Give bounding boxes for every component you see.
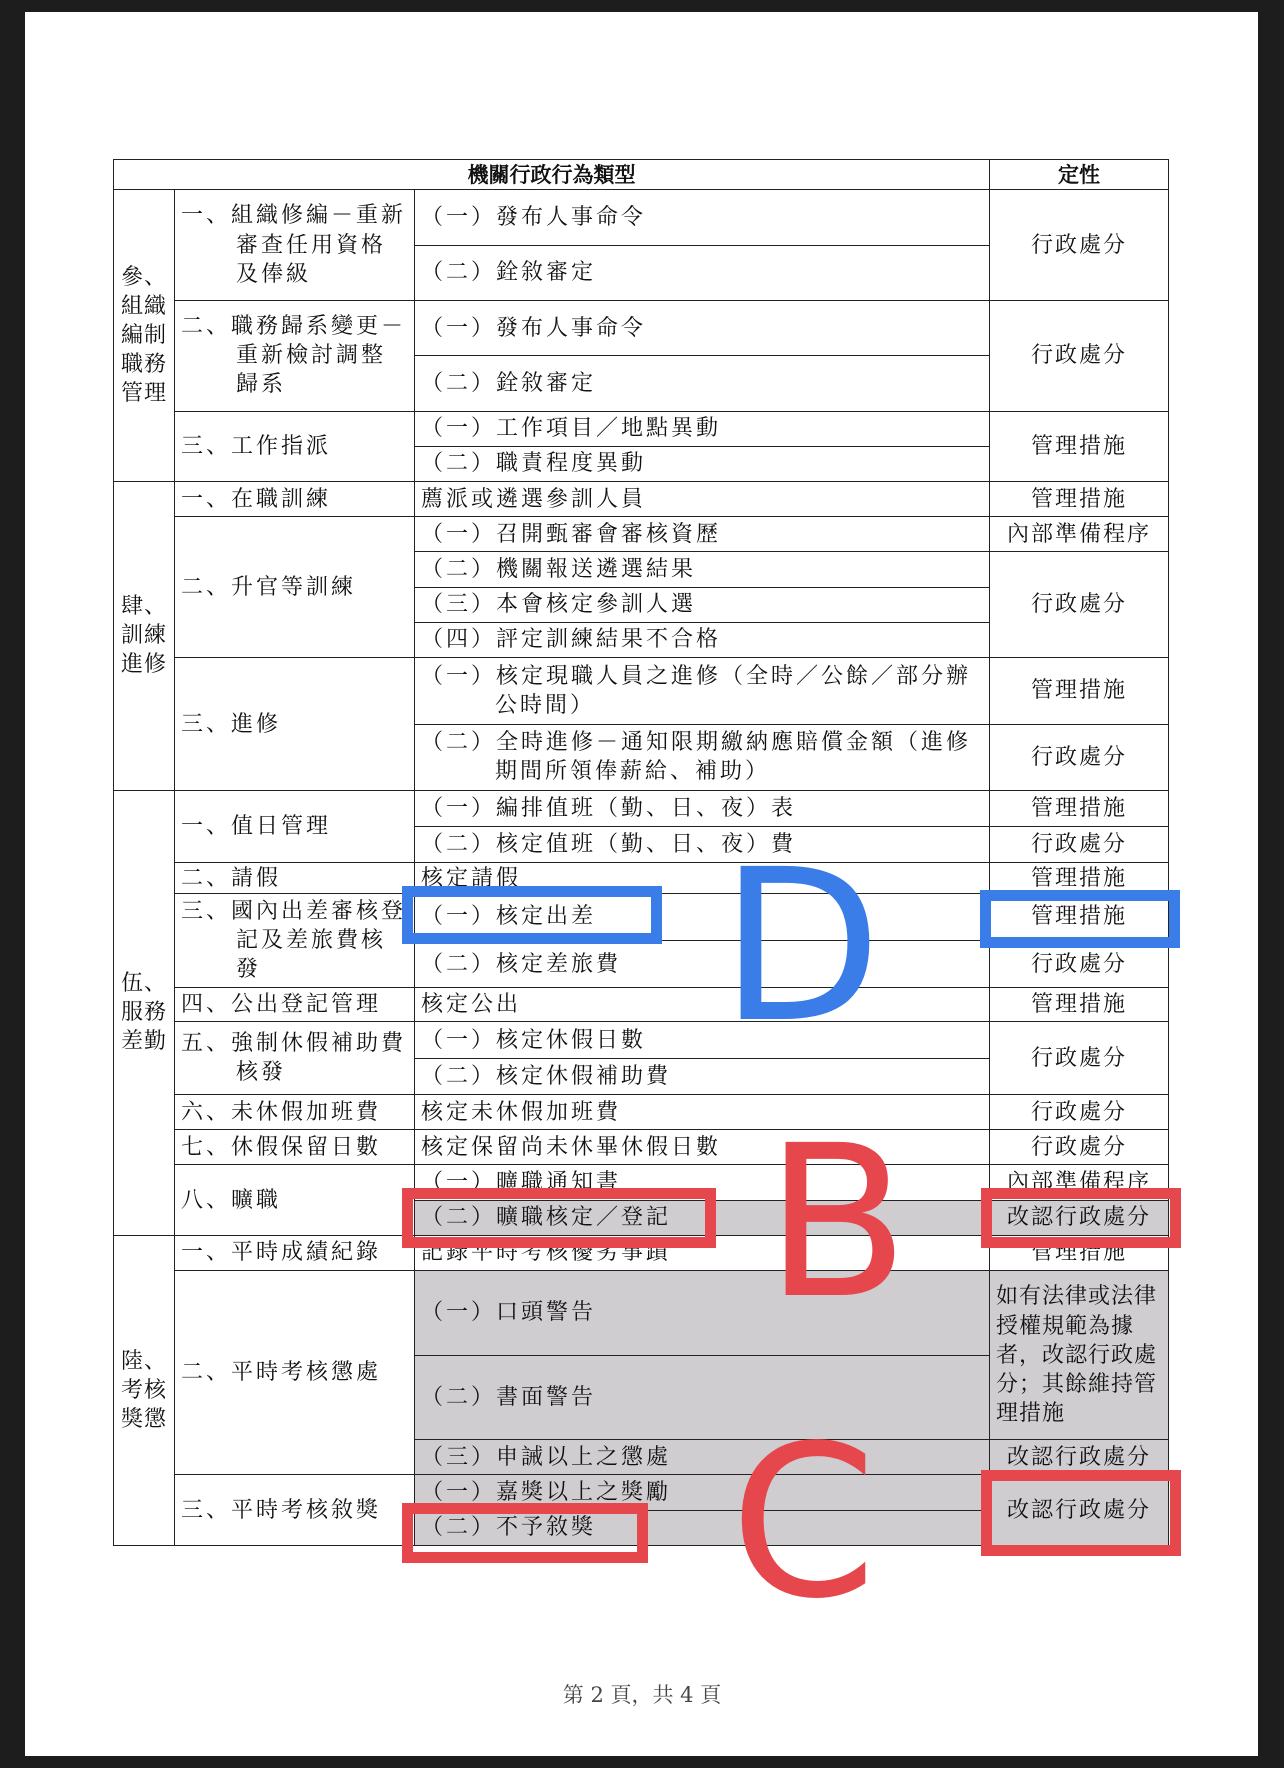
nature-label: 內部準備程序 xyxy=(990,517,1169,552)
item-label: （一）編排值班（勤、日、夜）表 xyxy=(415,790,990,826)
category-label: 八、曠職 xyxy=(175,1165,415,1235)
item-label: （一）召開甄審會審核資歷 xyxy=(415,517,990,552)
type-heading: 機關行政行為類型 xyxy=(114,160,990,190)
nature-label: 管理措施 xyxy=(990,658,1169,724)
category-label: 二、升官等訓練 xyxy=(175,517,415,658)
highlight-box-d-nature xyxy=(980,890,1180,948)
category-label: 三、國內出差審核登記及差旅費核發 xyxy=(175,893,415,988)
section-5-label: 伍、服務差勤 xyxy=(114,790,175,1235)
item-label: （二）核定休假補助費 xyxy=(415,1058,990,1094)
nature-label: 行政處分 xyxy=(990,724,1169,790)
item-label: （一）核定出差 xyxy=(415,893,990,940)
section-6-label: 陸、考核獎懲 xyxy=(114,1235,175,1545)
item-label: （一）核定休假日數 xyxy=(415,1022,990,1058)
annotation-letter-b: B xyxy=(765,1100,910,1345)
category-label: 六、未休假加班費 xyxy=(175,1094,415,1129)
nature-label: 管理措施 xyxy=(990,988,1169,1022)
item-label: （一）嘉獎以上之獎勵 xyxy=(415,1475,990,1510)
item-label: （一）發布人事命令 xyxy=(415,190,990,245)
category-label: 四、公出登記管理 xyxy=(175,988,415,1022)
nature-label: 行政處分 xyxy=(990,1022,1169,1094)
item-label: （四）評定訓練結果不合格 xyxy=(415,622,990,657)
nature-label: 管理措施 xyxy=(990,863,1169,893)
item-label: （二）機關報送遴選結果 xyxy=(415,552,990,587)
item-label: 記錄平時考核優劣事蹟 xyxy=(415,1235,990,1270)
item-label: （三）本會核定參訓人選 xyxy=(415,587,990,622)
item-label: （二）全時進修－通知限期繳納應賠償金額（進修期間所領俸薪給、補助） xyxy=(415,724,990,790)
nature-label: 行政處分 xyxy=(990,552,1169,658)
nature-label: 管理措施 xyxy=(990,790,1169,826)
category-label: 三、進修 xyxy=(175,658,415,791)
item-label: （二）書面警告 xyxy=(415,1355,990,1440)
category-label: 二、職務歸系變更－重新檢討調整歸系 xyxy=(175,300,415,411)
nature-label: 行政處分 xyxy=(990,300,1169,411)
category-label: 一、值日管理 xyxy=(175,790,415,862)
item-label: （一）工作項目／地點異動 xyxy=(415,411,990,446)
category-label: 二、平時考核懲處 xyxy=(175,1271,415,1475)
nature-label: 行政處分 xyxy=(990,1130,1169,1165)
item-label: 核定未休假加班費 xyxy=(415,1094,990,1129)
nature-label: 行政處分 xyxy=(990,190,1169,301)
nature-heading: 定性 xyxy=(990,160,1169,190)
item-label: 薦派或遴選參訓人員 xyxy=(415,482,990,517)
nature-label: 行政處分 xyxy=(990,940,1169,987)
item-label: （二）職責程度異動 xyxy=(415,446,990,481)
category-label: 一、組織修編－重新審查任用資格及俸級 xyxy=(175,190,415,301)
section-3-label: 參、組織編制職務管理 xyxy=(114,190,175,482)
item-label: 核定公出 xyxy=(415,988,990,1022)
category-label: 七、休假保留日數 xyxy=(175,1130,415,1165)
item-label: （二）核定差旅費 xyxy=(415,940,990,987)
nature-label: 如有法律或法律授權規範為據者，改認行政處分；其餘維持管理措施 xyxy=(990,1271,1169,1440)
item-label: （二）核定值班（勤、日、夜）費 xyxy=(415,827,990,863)
administrative-action-table xyxy=(113,159,1169,1546)
item-label: 核定保留尚未休畢休假日數 xyxy=(415,1130,990,1165)
nature-label: 管理措施 xyxy=(990,482,1169,517)
item-label: （一）核定現職人員之進修（全時／公餘／部分辦公時間） xyxy=(415,658,990,724)
highlight-box-b-nature xyxy=(981,1188,1181,1248)
nature-label: 改認行政處分 xyxy=(990,1440,1169,1475)
nature-label: 管理措施 xyxy=(990,893,1169,940)
highlight-box-b-item xyxy=(402,1188,716,1248)
nature-label: 行政處分 xyxy=(990,827,1169,863)
item-label: （一）口頭警告 xyxy=(415,1271,990,1356)
nature-label: 改認行政處分 xyxy=(990,1200,1169,1235)
category-label: 二、請假 xyxy=(175,863,415,893)
item-label: （一）曠職通知書 xyxy=(415,1165,990,1200)
item-label: （一）發布人事命令 xyxy=(415,300,990,355)
item-label: （二）銓敘審定 xyxy=(415,356,990,411)
highlight-box-d-item xyxy=(402,886,662,944)
annotation-letter-c: C xyxy=(730,1400,877,1645)
item-label: （二）不予敘獎 xyxy=(415,1510,990,1545)
item-label: 核定請假 xyxy=(415,863,990,893)
item-label: （三）申誡以上之懲處 xyxy=(415,1440,990,1475)
item-label: （二）曠職核定／登記 xyxy=(415,1200,990,1235)
annotation-letter-d: D xyxy=(720,824,882,1069)
category-label: 一、在職訓練 xyxy=(175,482,415,517)
category-label: 一、平時成績紀錄 xyxy=(175,1235,415,1270)
highlight-box-c-item xyxy=(402,1503,648,1563)
nature-label: 行政處分 xyxy=(990,1094,1169,1129)
item-label: （二）銓敘審定 xyxy=(415,245,990,300)
category-label: 三、工作指派 xyxy=(175,411,415,481)
nature-label: 管理措施 xyxy=(990,1235,1169,1270)
nature-label: 改認行政處分 xyxy=(990,1475,1169,1546)
nature-label: 內部準備程序 xyxy=(990,1165,1169,1200)
category-label: 五、強制休假補助費核發 xyxy=(175,1022,415,1094)
highlight-box-c-nature xyxy=(981,1470,1181,1556)
section-4-label: 肆、訓練進修 xyxy=(114,482,175,791)
page-footer: 第 2 頁，共 4 頁 xyxy=(562,1683,722,1707)
category-label: 三、平時考核敘獎 xyxy=(175,1475,415,1546)
nature-label: 管理措施 xyxy=(990,411,1169,481)
